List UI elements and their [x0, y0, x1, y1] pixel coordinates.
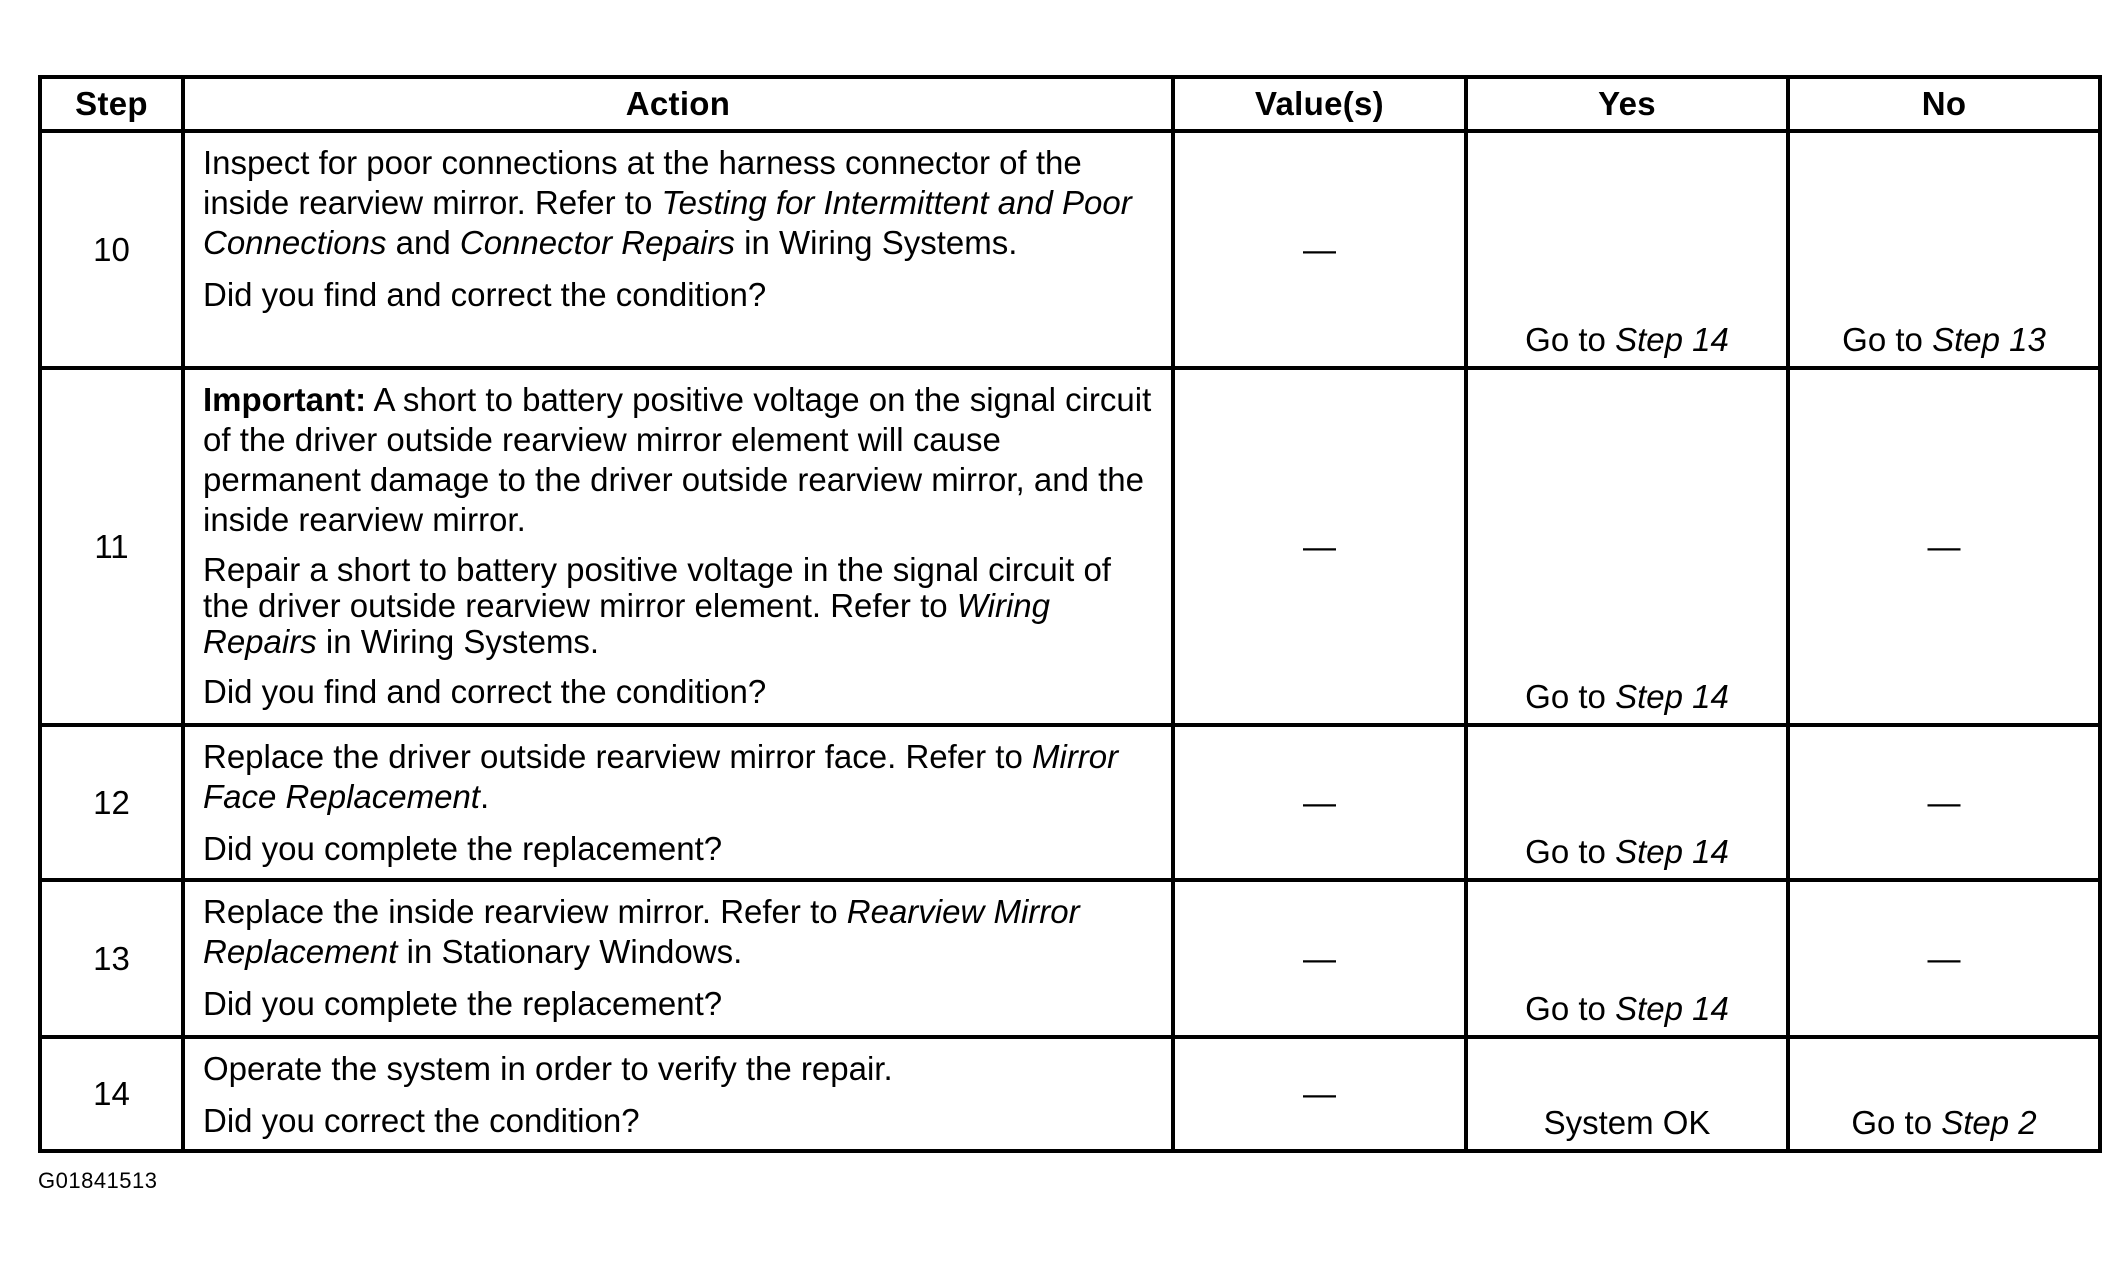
header-no: No	[1788, 77, 2100, 131]
action-text: .	[479, 778, 490, 815]
important-label: Important:	[203, 381, 367, 418]
action-text: Repair a short to battery positive voltage in the signal circuit of the driver outside rearview mirror element. Refer to	[203, 551, 1111, 624]
yes-text: Go to	[1525, 678, 1616, 715]
table-row	[40, 1037, 2100, 1151]
no-step-link[interactable]: Step 2	[1941, 1104, 2037, 1141]
action-cell	[183, 1037, 1173, 1151]
no-cell	[1788, 1037, 2100, 1151]
action-instruction: Operate the system in order to verify the repair.	[203, 1050, 893, 1087]
action-cell	[183, 880, 1173, 1037]
header-row	[40, 77, 2100, 131]
action-question: Did you find and correct the condition?	[203, 276, 767, 313]
yes-cell	[1466, 131, 1788, 368]
action-cell	[183, 368, 1173, 725]
yes-step-link[interactable]: Step 14	[1615, 833, 1729, 870]
action-reference[interactable]: Rearview Mirror Replacement	[203, 893, 1080, 970]
action-instruction	[203, 737, 1153, 817]
no-cell	[1788, 368, 2100, 725]
yes-step-link[interactable]: Step 14	[1615, 678, 1729, 715]
action-text: Replace the inside rearview mirror. Refer to	[203, 893, 847, 930]
yes-text: Go to	[1525, 321, 1616, 358]
value-dash: —	[1303, 230, 1336, 268]
yes-text: System OK	[1543, 1104, 1711, 1141]
value-dash: —	[1303, 939, 1336, 977]
value-cell	[1173, 131, 1466, 368]
no-cell	[1788, 880, 2100, 1037]
yes-cell	[1466, 880, 1788, 1037]
step-number: 10	[40, 131, 183, 368]
action-question: Did you complete the replacement?	[203, 985, 723, 1022]
value-cell	[1173, 880, 1466, 1037]
no-step-link[interactable]: Step 13	[1932, 321, 2046, 358]
yes-cell	[1466, 725, 1788, 880]
action-text: in Wiring Systems.	[316, 623, 600, 660]
value-dash: —	[1303, 1075, 1336, 1112]
step-number: 13	[40, 880, 183, 1037]
action-text: Inspect for poor connections at the harness connector of the inside rearview mirror. Refer to	[203, 144, 1082, 221]
step-number: 11	[40, 368, 183, 725]
value-dash: —	[1303, 527, 1336, 565]
action-text: Replace the driver outside rearview mirror face. Refer to	[203, 738, 1032, 775]
yes-text: Go to	[1525, 990, 1616, 1027]
header-action: Action	[183, 77, 1173, 131]
header-step: Step	[40, 77, 183, 131]
important-note	[203, 380, 1153, 540]
table-row	[40, 880, 2100, 1037]
table-row	[40, 368, 2100, 725]
action-question: Did you correct the condition?	[203, 1102, 640, 1139]
action-cell	[183, 725, 1173, 880]
action-reference[interactable]: Testing for Intermittent and Poor Connections	[203, 184, 1132, 261]
action-text: and	[386, 224, 460, 261]
value-dash: —	[1303, 783, 1336, 821]
table-row	[40, 131, 2100, 368]
action-cell	[183, 131, 1173, 368]
value-cell	[1173, 368, 1466, 725]
value-cell	[1173, 1037, 1466, 1151]
yes-cell	[1466, 1037, 1788, 1151]
action-reference[interactable]: Wiring Repairs	[203, 587, 1050, 660]
value-cell	[1173, 725, 1466, 880]
no-dash: —	[1927, 939, 1961, 977]
action-question: Did you complete the replacement?	[203, 830, 723, 867]
yes-step-link[interactable]: Step 14	[1615, 321, 1729, 358]
diagnostic-table	[38, 75, 2102, 1153]
action-question: Did you find and correct the condition?	[203, 673, 767, 710]
action-instruction	[203, 143, 1153, 263]
step-number: 12	[40, 725, 183, 880]
action-reference[interactable]: Connector Repairs	[459, 224, 735, 261]
yes-cell	[1466, 368, 1788, 725]
action-instruction	[203, 892, 1153, 972]
action-instruction	[203, 552, 1153, 660]
no-dash: —	[1927, 783, 1961, 821]
action-text: in Wiring Systems.	[735, 224, 1018, 261]
no-text: Go to	[1842, 321, 1933, 358]
no-cell	[1788, 131, 2100, 368]
yes-text: Go to	[1525, 833, 1616, 870]
no-cell	[1788, 725, 2100, 880]
yes-step-link[interactable]: Step 14	[1615, 990, 1729, 1027]
action-reference[interactable]: Mirror Face Replacement	[203, 738, 1119, 815]
no-dash: —	[1927, 527, 1961, 565]
header-yes: Yes	[1466, 77, 1788, 131]
action-text: in Stationary Windows.	[397, 933, 743, 970]
figure-id: G01841513	[38, 1168, 158, 1193]
step-number: 14	[40, 1037, 183, 1151]
header-values: Value(s)	[1173, 77, 1466, 131]
no-text: Go to	[1851, 1104, 1942, 1141]
table-row	[40, 725, 2100, 880]
important-text: A short to battery positive voltage on the signal circuit of the driver outside rearview mirror element will cause permanent damage to the driver outside rearview mirror, and the inside rearview mirror.	[203, 381, 1152, 538]
